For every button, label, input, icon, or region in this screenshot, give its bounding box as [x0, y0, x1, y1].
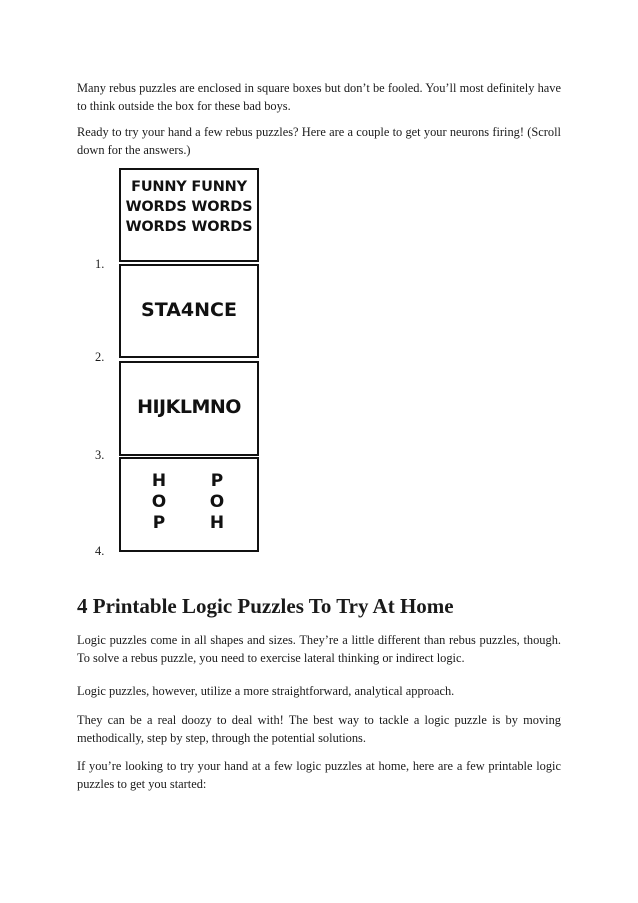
puzzle-number-4: 4.: [95, 544, 105, 558]
intro-paragraph-2: Ready to try your hand a few rebus puzzles? Here are a couple to get your neurons firing! (Scroll down for the answers.): [77, 125, 561, 157]
puzzle-2-text: STA4NCE: [141, 299, 237, 321]
puzzle-4-right-letter: O: [209, 492, 225, 512]
rebus-puzzle-1-image: [119, 168, 259, 262]
puzzle-4-right-letter: H: [209, 513, 225, 533]
intro-paragraph-1: Many rebus puzzles are enclosed in square boxes but don’t be fooled. You’ll most definitely have to think outside the box for these bad boys.: [77, 81, 561, 113]
section-paragraph-3: They can be a real doozy to deal with! The best way to tackle a logic puzzle is by moving methodically, step by step, through the potential solutions.: [77, 713, 561, 745]
puzzle-4-left-letter: H: [151, 471, 167, 491]
puzzle-3-text: HIJKLMNO: [137, 396, 241, 418]
puzzle-number-2: 2.: [95, 350, 105, 364]
section-paragraph-1: Logic puzzles come in all shapes and sizes. They’re a little different than rebus puzzles, though. To solve a rebus puzzle, you need to exercise lateral thinking or indirect logic.: [77, 633, 561, 665]
puzzle-1-row-1: FUNNY FUNNY: [131, 179, 247, 195]
rebus-puzzle-3-image: [119, 361, 259, 456]
section-paragraph-4: If you’re looking to try your hand at a few logic puzzles at home, here are a few printable logic puzzles to get you started:: [77, 759, 561, 791]
puzzle-4-left-letter: P: [152, 513, 166, 533]
puzzle-number-3: 3.: [95, 448, 105, 462]
rebus-puzzle-2-image: [119, 264, 259, 358]
section-paragraph-2: Logic puzzles, however, utilize a more straightforward, analytical approach.: [77, 684, 455, 698]
puzzle-4-left-letter: O: [151, 492, 167, 512]
puzzle-1-row-2: WORDS WORDS: [125, 199, 253, 215]
puzzle-4-right-column: [207, 471, 227, 534]
puzzle-1-row-3: WORDS WORDS: [125, 219, 253, 235]
section-heading: 4 Printable Logic Puzzles To Try At Home: [77, 594, 454, 618]
puzzle-4-right-letter: P: [210, 471, 224, 491]
puzzle-4-left-column: [149, 471, 169, 534]
rebus-puzzle-4-image: [119, 457, 259, 552]
puzzle-number-1: 1.: [95, 257, 105, 271]
